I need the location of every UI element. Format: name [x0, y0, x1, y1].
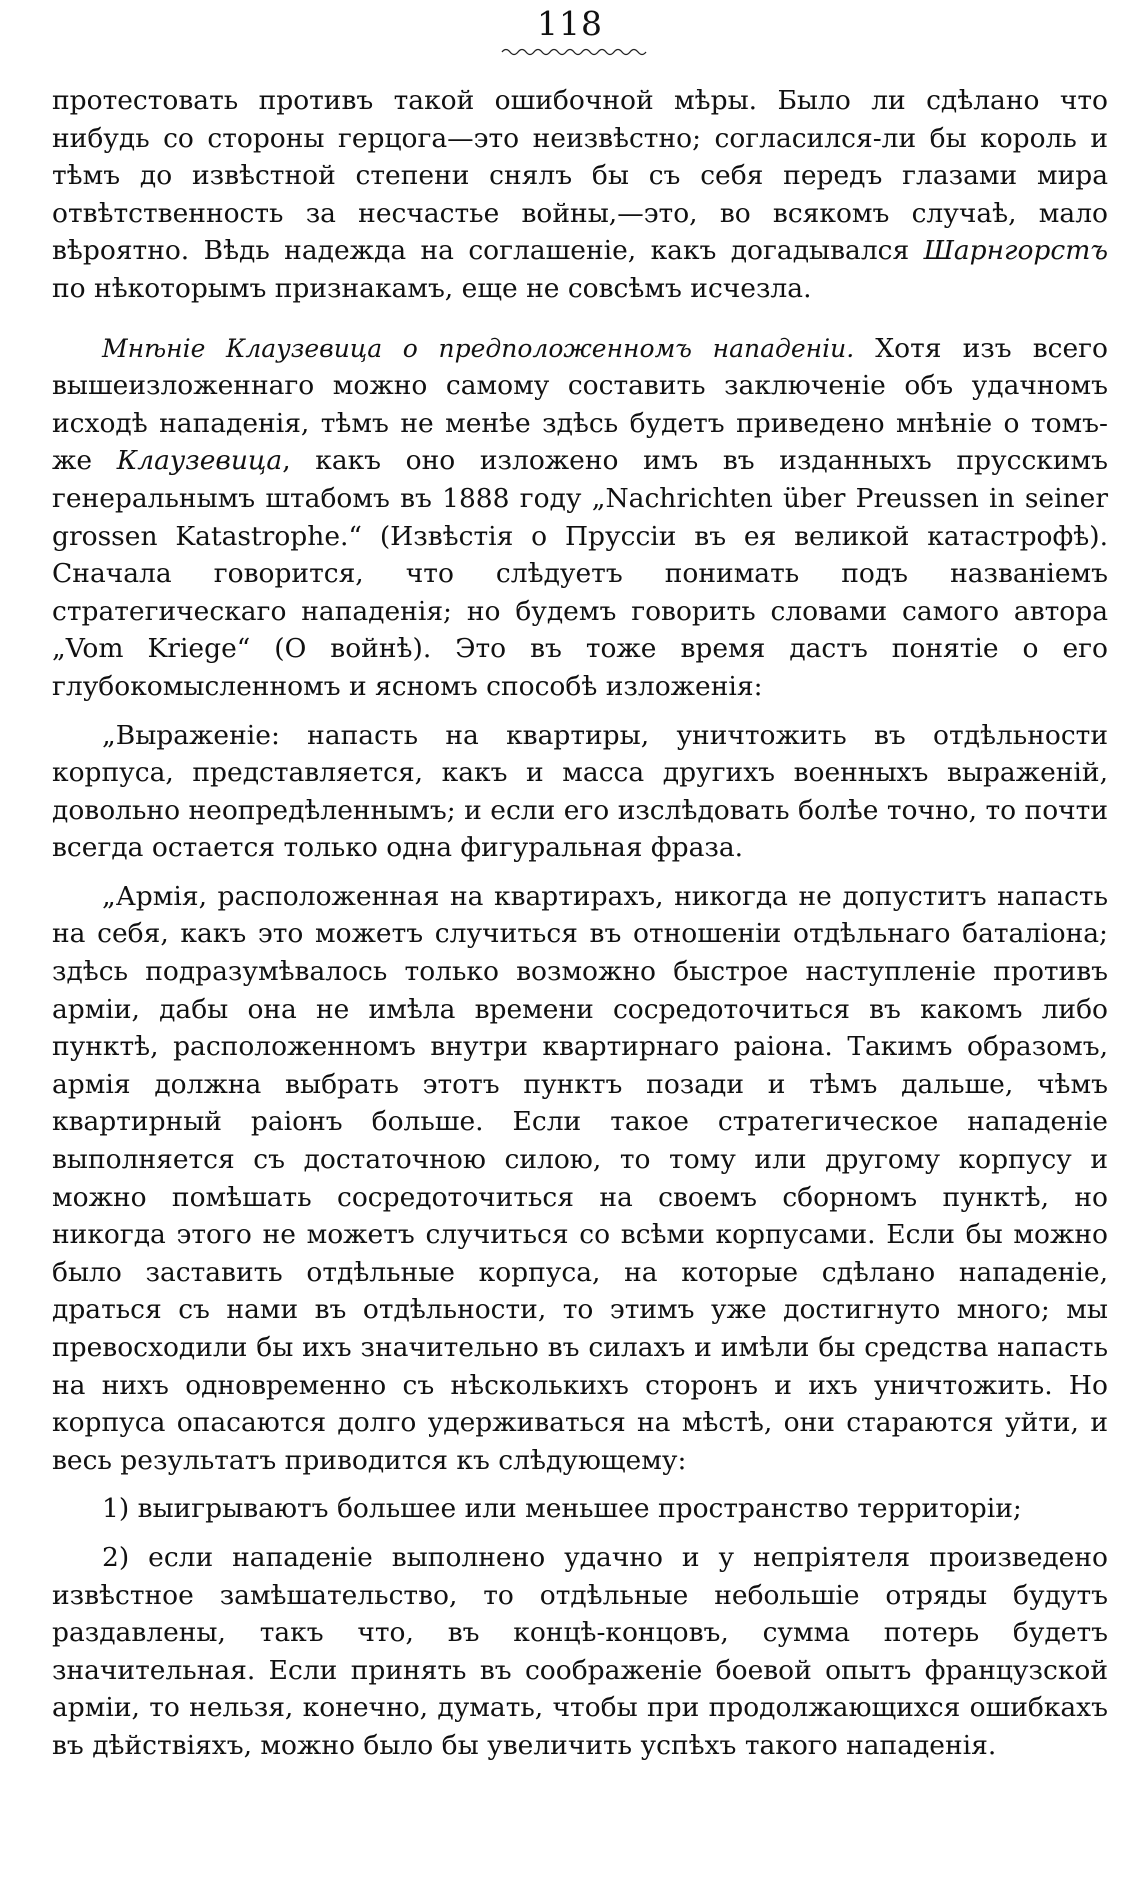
italic-name: Клаузевица [116, 445, 283, 477]
paragraph-quote-expression [52, 717, 1108, 867]
text-run: „Армія, расположенная на квартирахъ, никогда не допуститъ напасть на себя, какъ это можетъ случиться въ отношеніи отдѣльнаго баталіона; здѣсь подразумѣвалось только возможно быстрое наступленіе противъ арміи, дабы она не имѣла времени сосредоточиться въ какомъ либо пунктѣ, расположенномъ внутри квартирнаго раіона. Такимъ образомъ, армія должна выбрать этотъ пунктъ позади и тѣмъ дальше, чѣмъ квартирный раіонъ больше. Если такое стратегическое нападеніе выполняется съ достаточною силою, то тому или другому корпусу и можно помѣшать сосредоточиться на своемъ сборномъ пунктѣ, но никогда этого не можетъ случиться со всѣми корпусами. Если бы можно было заставить отдѣльные корпуса, на которые сдѣлано нападеніе, драться съ нами въ отдѣльности, то этимъ уже достигнуто много; мы превосходили бы ихъ значительно въ силахъ и имѣли бы средства напасть на нихъ одновременно съ нѣсколькихъ сторонъ и ихъ уничтожить. Но корпуса опасаются долго удерживаться на мѣстѣ, они стараются уйти, и весь результатъ приводится къ слѣдующему: [52, 880, 1108, 1476]
text-run: протестовать противъ такой ошибочной мѣры. Было ли сдѣлано что нибудь со стороны герцога—это неизвѣстно; согласился-ли бы король и тѣмъ до извѣстной степени снялъ бы съ себя передъ глазами мира отвѣтственность за несчастье войны,—это, во всякомъ случаѣ, мало вѣроятно. Вѣдь надежда на соглашеніе, какъ догадывался [52, 85, 1108, 267]
text-run: 1) выигрываютъ большее или меньшее пространство территоріи; [102, 1493, 1022, 1525]
list-item-1 [52, 1490, 1108, 1528]
text-run: , какъ оно изложено имъ въ изданныхъ прусскимъ генеральнымъ штабомъ въ 1888 году „Nachrichten über Preussen in seiner grossen Katastrophe.“ (Извѣстія о Пруссіи въ ея великой катастрофѣ). Сначала говорится, что слѣдуетъ понимать подъ названіемъ стратегическаго нападенія; но будемъ говорить словами самого автора „Vom Kriege“ (О войнѣ). Это въ тоже время дастъ понятіе о его глубокомысленномъ и ясномъ способѣ изложенія: [52, 445, 1108, 702]
list-item-2 [52, 1539, 1108, 1765]
page-number: 118 [537, 4, 603, 43]
text-run: Хотя изъ всего вышеизложеннаго можно самому составить заключеніе объ удачномъ исходѣ нападенія, тѣмъ не менѣе здѣсь будетъ приведено мнѣніе о томъ-же [52, 332, 1108, 477]
text-run: по нѣкоторымъ признакамъ, еще не совсѣмъ исчезла. [52, 272, 812, 304]
paragraph-clausewitz-opinion [52, 330, 1108, 706]
wavy-rule-ornament [500, 46, 650, 58]
text-run: „Выраженіе: напасть на квартиры, уничтожить въ отдѣльности корпуса, представляется, какъ и масса другихъ военныхъ выраженій, довольно неопредѣленнымъ; и если его изслѣдовать болѣе точно, то почти всегда остается только одна фигуральная фраза. [52, 719, 1108, 864]
section-sidehead: Мнѣніе Клаузевица о предположенномъ нападеніи. [102, 333, 855, 363]
italic-name: Шарнгорстъ [923, 235, 1108, 267]
paragraph-quote-army [52, 878, 1108, 1480]
paragraph-protest [52, 82, 1108, 308]
page-body [52, 82, 1108, 1765]
text-run: 2) если нападеніе выполнено удачно и у непріятеля произведено извѣстное замѣшательство, то отдѣльные небольшіе отряды будутъ раздавлены, такъ что, въ концѣ-концовъ, сумма потерь будетъ значительная. Если принять въ соображеніе боевой опытъ французской арміи, то нельзя, конечно, думать, чтобы при продолжающихся ошибкахъ въ дѣйствіяхъ, можно было бы увеличить успѣхъ такого нападенія. [52, 1541, 1108, 1761]
